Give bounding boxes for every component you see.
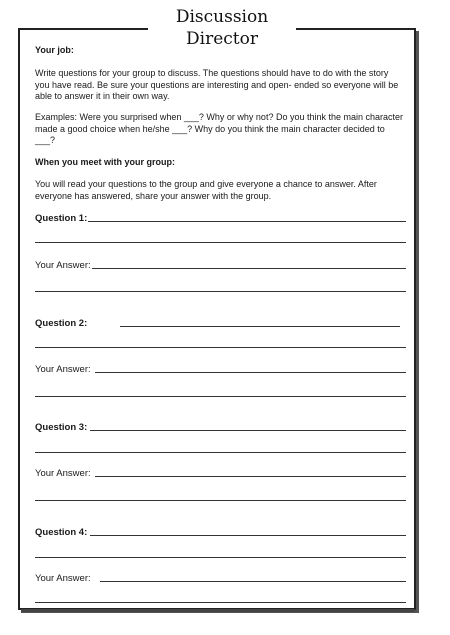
question-2-line-2[interactable] bbox=[35, 347, 406, 348]
question-1-label: Question 1: bbox=[35, 213, 88, 224]
question-3-line[interactable] bbox=[90, 430, 406, 431]
question-2-line[interactable] bbox=[120, 326, 400, 327]
examples-text: Examples: Were you surprised when ___? Why or why not? Do you think the main character made a good choice when he/she ___? Why do you think the main character decided to ___? bbox=[35, 112, 404, 145]
answer-1-line-2[interactable] bbox=[35, 291, 406, 292]
answer-4-label: Your Answer: bbox=[35, 573, 91, 584]
question-3-line-2[interactable] bbox=[35, 452, 406, 453]
answer-1-label: Your Answer: bbox=[35, 260, 91, 271]
question-4-line[interactable] bbox=[90, 535, 406, 536]
answer-4-line-2[interactable] bbox=[35, 602, 406, 603]
question-2-label: Question 2: bbox=[35, 318, 88, 329]
answer-4-line[interactable] bbox=[100, 581, 406, 582]
answer-2-line[interactable] bbox=[95, 372, 406, 373]
frame-shadow bbox=[21, 609, 415, 612]
title-line-1: Discussion bbox=[175, 7, 269, 27]
question-1-line-2[interactable] bbox=[35, 242, 406, 243]
answer-2-line-2[interactable] bbox=[35, 396, 406, 397]
question-3-label: Question 3: bbox=[35, 422, 88, 433]
your-job-heading: Your job: bbox=[35, 45, 74, 55]
answer-3-label: Your Answer: bbox=[35, 468, 91, 479]
title-block bbox=[148, 6, 296, 58]
your-job-text: Write questions for your group to discuss. The questions should have to do with the story you have read. Be sure your questions are interesting and open- ended so everyone will be able to answer it in their own way. bbox=[35, 68, 399, 101]
question-1-line[interactable] bbox=[88, 221, 406, 222]
answer-1-line[interactable] bbox=[92, 268, 406, 269]
answer-3-line-2[interactable] bbox=[35, 500, 406, 501]
answer-3-line[interactable] bbox=[95, 476, 406, 477]
question-4-line-2[interactable] bbox=[35, 557, 406, 558]
answer-2-label: Your Answer: bbox=[35, 364, 91, 375]
meet-heading: When you meet with your group: bbox=[35, 157, 175, 167]
meet-text: You will read your questions to the group and give everyone a chance to answer. After everyone has answered, share your answer with the group. bbox=[35, 179, 377, 201]
question-4-label: Question 4: bbox=[35, 527, 88, 538]
title-line-2: Director bbox=[186, 29, 258, 49]
